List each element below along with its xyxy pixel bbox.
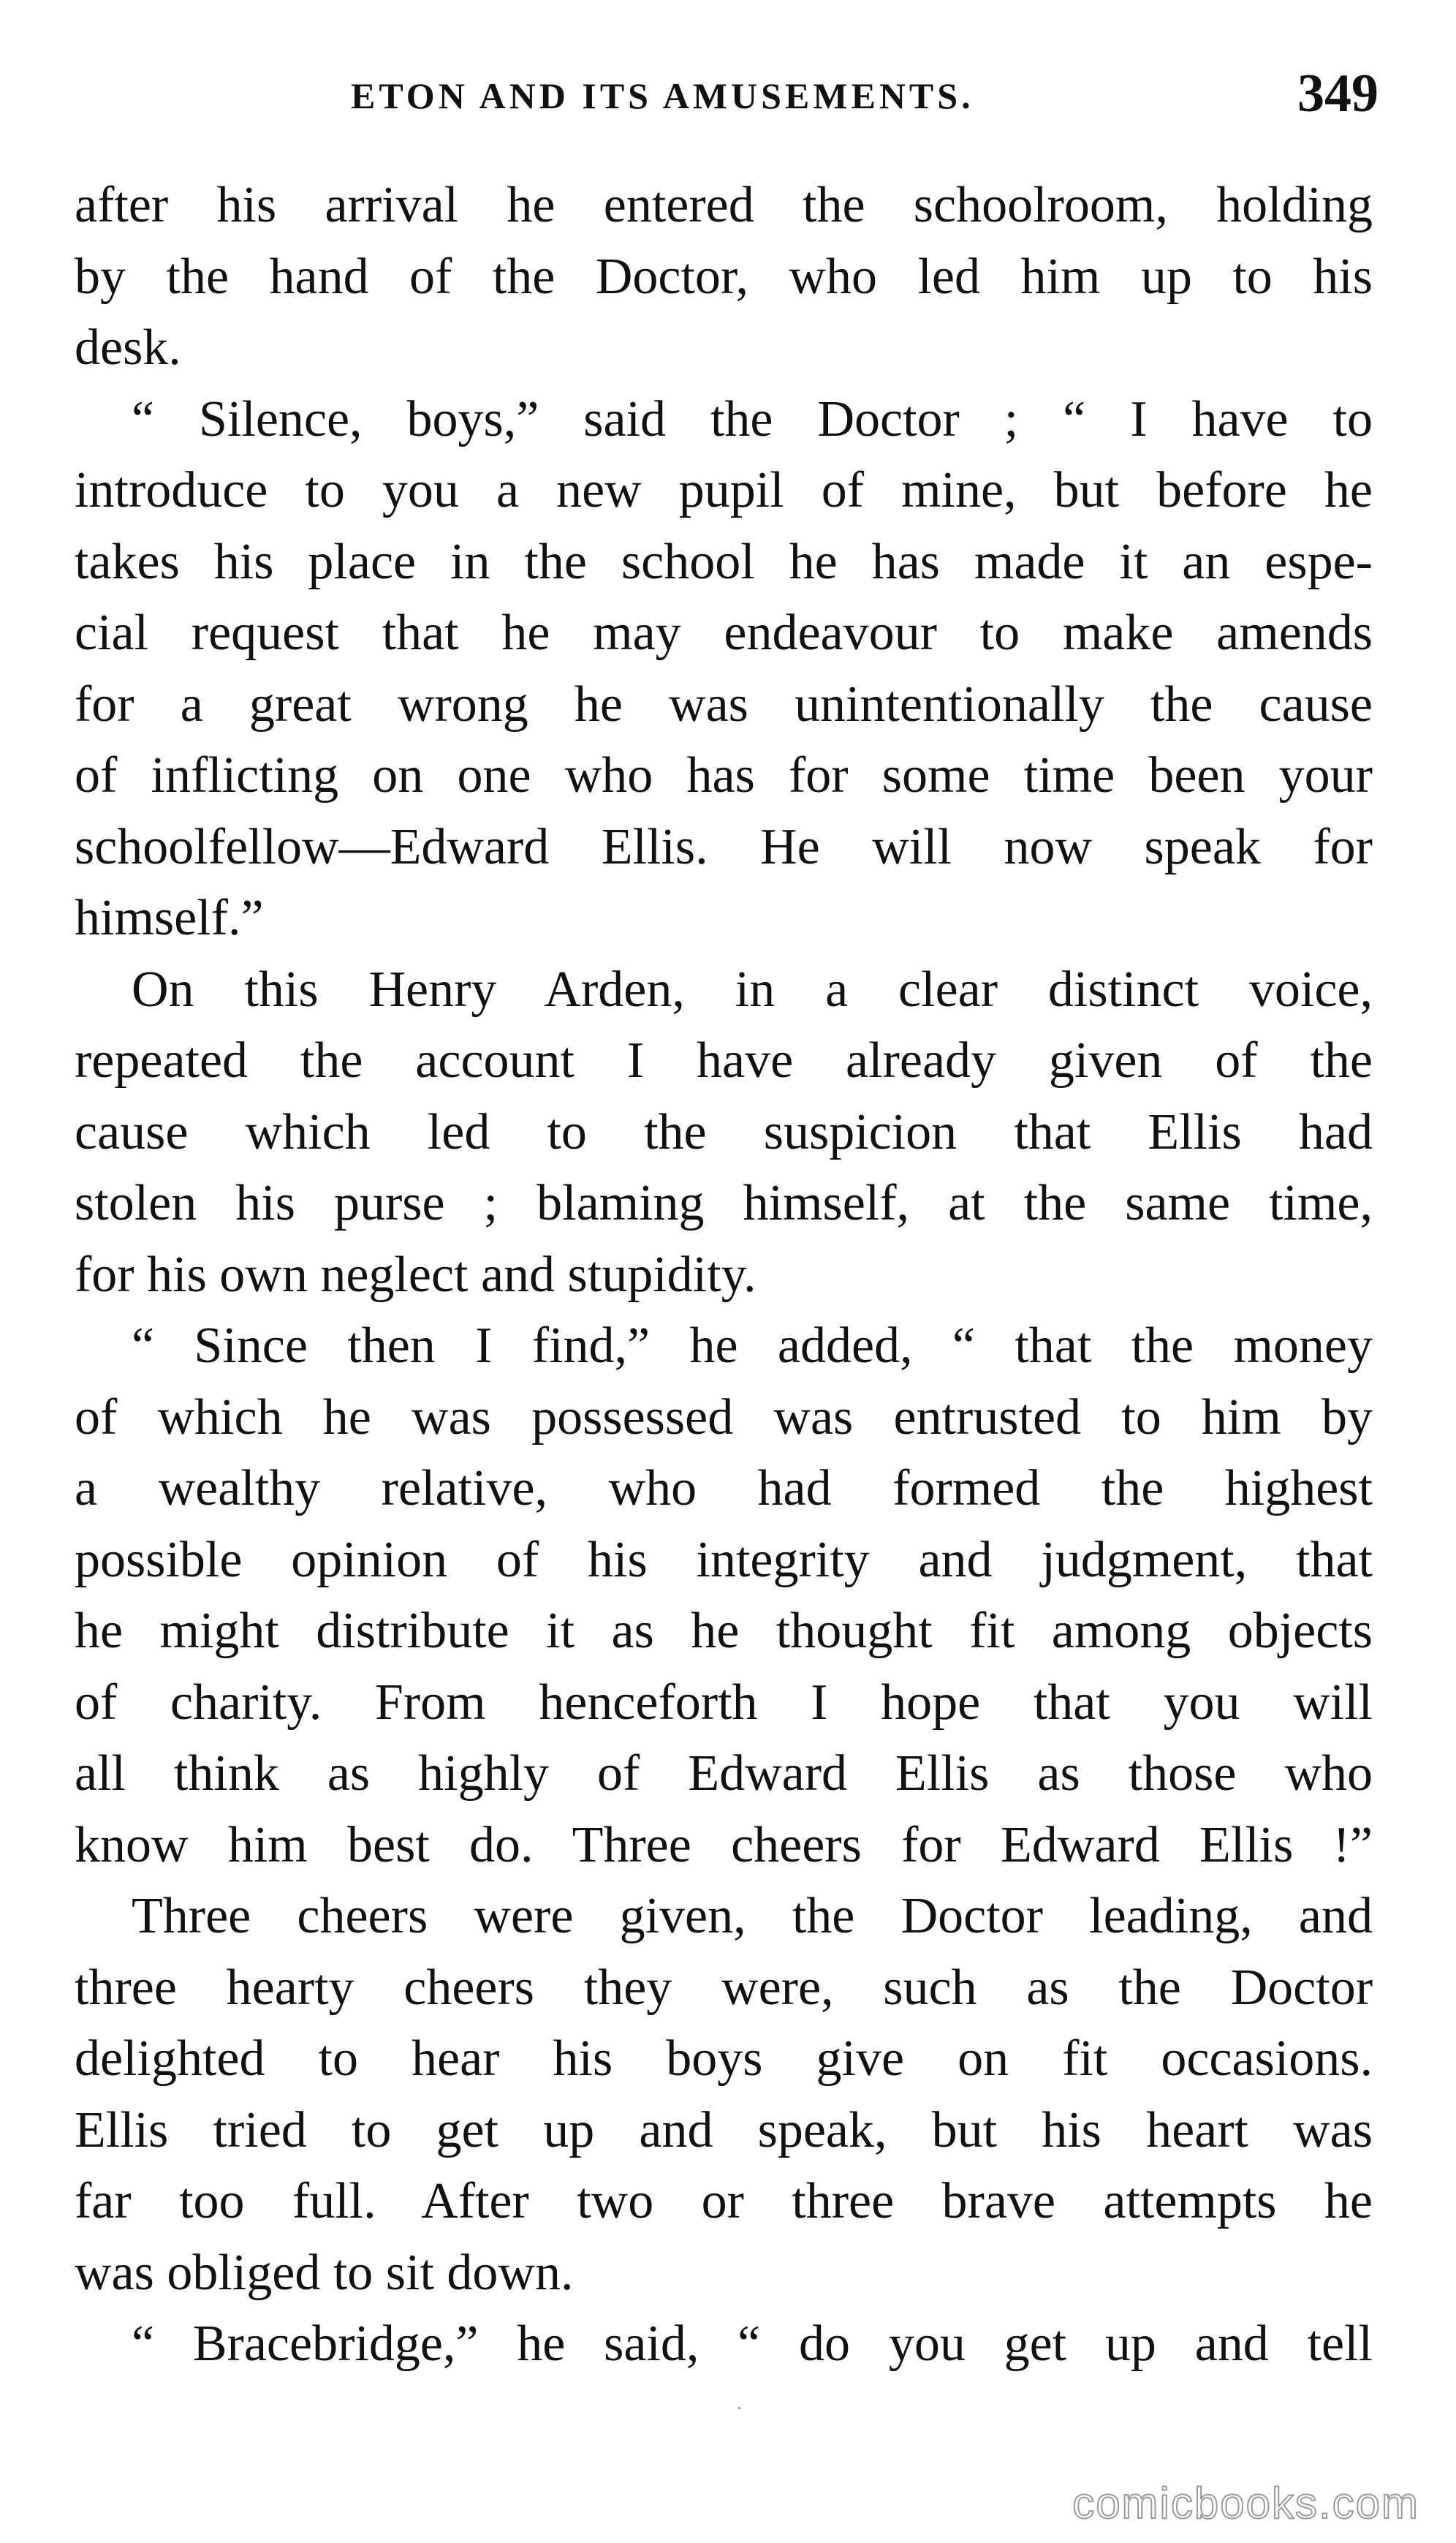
text-line: all think as highly of Edward Ellis as those who <box>75 1745 1373 1802</box>
text-line: stolen his purse ; blaming himself, at the same time, <box>75 1175 1373 1231</box>
text-line: for his own neglect and stupidity. <box>75 1246 757 1303</box>
text-line: schoolfellow—Edward Ellis. He will now speak for <box>75 818 1373 875</box>
print-speck <box>738 2407 740 2409</box>
text-line: far too full. After two or three brave attempts he <box>75 2173 1373 2229</box>
text-line: takes his place in the school he has made it an espe- <box>75 533 1373 590</box>
text-line: by the hand of the Doctor, who led him up to his <box>75 248 1373 305</box>
text-line: after his arrival he entered the schoolroom, holding <box>75 177 1373 233</box>
text-line: of inflicting on one who has for some time been your <box>75 747 1373 804</box>
text-line: “ Silence, boys,” said the Doctor ; “ I have to <box>132 390 1373 447</box>
text-line: desk. <box>75 320 181 376</box>
text-line: three hearty cheers they were, such as the Doctor <box>75 1959 1373 2016</box>
text-line: himself.” <box>75 890 264 946</box>
text-line: of charity. From henceforth I hope that you will <box>75 1674 1373 1731</box>
text-line: of which he was possessed was entrusted to him by <box>75 1388 1373 1446</box>
text-line: Three cheers were given, the Doctor leading, and <box>132 1888 1373 1944</box>
body-text <box>75 170 1373 2380</box>
running-title: ETON AND ITS AMUSEMENTS. <box>351 75 974 116</box>
text-line: was obliged to sit down. <box>75 2244 574 2301</box>
running-head <box>73 63 1379 129</box>
text-line: On this Henry Arden, in a clear distinct voice, <box>132 961 1373 1018</box>
text-line: know him best do. Three cheers for Edward Ellis !” <box>75 1816 1373 1873</box>
text-line: for a great wrong he was unintentionally the cause <box>75 676 1373 733</box>
page-number: 349 <box>1297 64 1379 124</box>
text-line: cial request that he may endeavour to make amends <box>75 605 1373 661</box>
text-line: Ellis tried to get up and speak, but his heart was <box>75 2101 1373 2158</box>
text-line: delighted to hear his boys give on fit occasions. <box>75 2030 1373 2087</box>
text-line: a wealthy relative, who had formed the highest <box>75 1460 1373 1516</box>
text-line: introduce to you a new pupil of mine, but before he <box>75 462 1373 518</box>
text-line: “ Since then I find,” he added, “ that the money <box>132 1318 1373 1374</box>
text-line: “ Bracebridge,” he said, “ do you get up and tell <box>132 2316 1373 2372</box>
text-line: repeated the account I have already given of the <box>75 1032 1373 1089</box>
text-line: possible opinion of his integrity and judgment, that <box>75 1531 1373 1588</box>
text-line: he might distribute it as he thought fit among objects <box>75 1603 1373 1659</box>
text-line: cause which led to the suspicion that Ellis had <box>75 1103 1373 1160</box>
watermark: comicbooks.com <box>1072 2479 1419 2528</box>
